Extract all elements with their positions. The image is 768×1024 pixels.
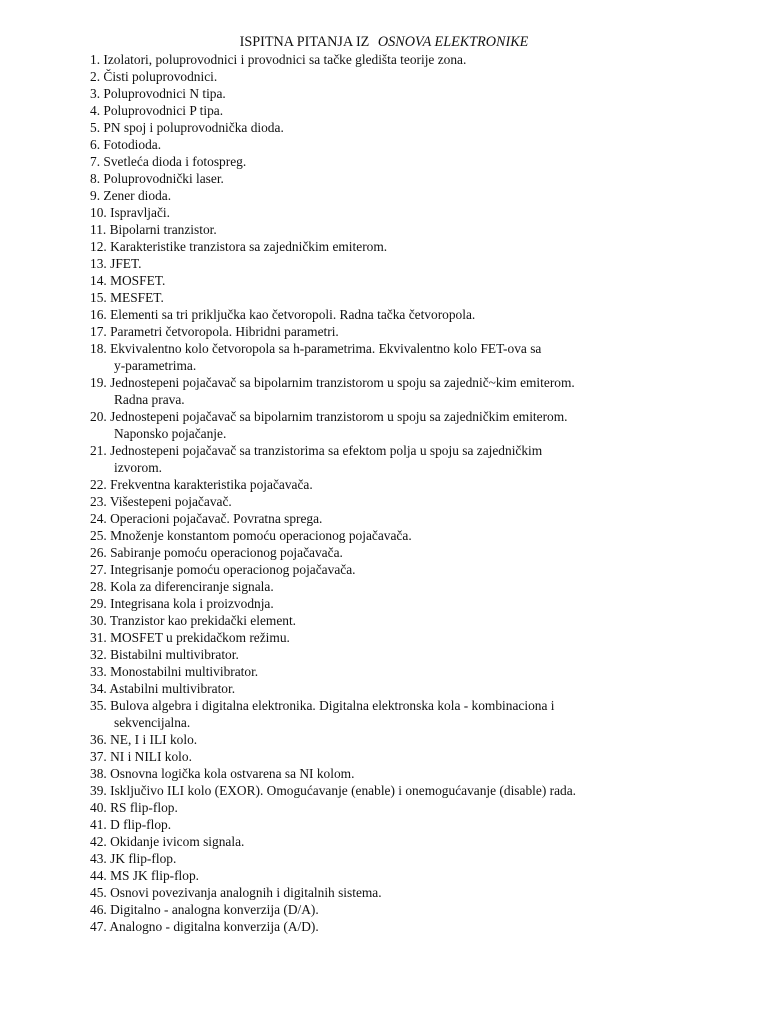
question-item xyxy=(90,187,730,204)
question-item xyxy=(90,170,730,187)
question-text: Parametri četvoropola. Hibridni parametri. xyxy=(110,324,339,339)
question-item xyxy=(90,646,730,663)
question-item xyxy=(90,238,730,255)
question-item xyxy=(90,204,730,221)
question-number: 38. xyxy=(90,766,107,781)
question-text-continuation: Naponsko pojačanje. xyxy=(114,426,227,441)
question-number: 7. xyxy=(90,154,101,169)
question-number: 16. xyxy=(90,307,107,322)
question-text: Bistabilni multivibrator. xyxy=(110,647,239,662)
question-text: Tranzistor kao prekidački element. xyxy=(109,613,297,628)
question-text: Poluprovodnici P tipa. xyxy=(103,103,224,118)
question-text: Karakteristike tranzistora sa zajedničkim emiterom. xyxy=(110,239,388,254)
question-item xyxy=(90,289,730,306)
question-number: 6. xyxy=(90,137,101,152)
question-item xyxy=(90,510,730,527)
question-item xyxy=(90,493,730,510)
question-item xyxy=(90,901,730,918)
title-lead: ISPITNA PITANJA IZ xyxy=(239,34,370,50)
question-number: 20. xyxy=(90,409,107,424)
question-number: 4. xyxy=(90,103,101,118)
question-number: 33. xyxy=(90,664,107,679)
question-item xyxy=(90,306,730,323)
question-item xyxy=(90,102,730,119)
question-text: Ekvivalentno kolo četvoropola sa h-parametrima. Ekvivalentno kolo FET-ova sa xyxy=(110,341,542,356)
question-number: 3. xyxy=(90,86,101,101)
question-text: Isključivo ILI kolo (EXOR). Omogućavanje (enable) i onemogućavanje (disable) rada. xyxy=(110,783,577,798)
question-number: 5. xyxy=(90,120,101,135)
question-text: Čisti poluprovodnici. xyxy=(103,69,218,84)
question-text: MESFET. xyxy=(110,290,164,305)
question-number: 28. xyxy=(90,579,107,594)
question-number: 13. xyxy=(90,256,107,271)
question-number: 2. xyxy=(90,69,101,84)
question-item xyxy=(90,323,730,340)
question-text: Integrisana kola i proizvodnja. xyxy=(110,596,274,611)
question-text: Zener dioda. xyxy=(103,188,172,203)
question-number: 24. xyxy=(90,511,107,526)
question-number: 31. xyxy=(90,630,107,645)
question-number: 12. xyxy=(90,239,107,254)
question-text: Ispravljači. xyxy=(110,205,170,220)
question-item xyxy=(90,578,730,595)
question-item xyxy=(90,136,730,153)
question-text: Sabiranje pomoću operacionog pojačavača. xyxy=(110,545,343,560)
question-item xyxy=(90,119,730,136)
question-text-continuation: Radna prava. xyxy=(114,392,185,407)
question-number: 22. xyxy=(90,477,107,492)
question-number: 37. xyxy=(90,749,107,764)
question-number: 46. xyxy=(90,902,107,917)
question-item xyxy=(90,731,730,748)
question-number: 34. xyxy=(90,681,107,696)
question-text: Jednostepeni pojačavač sa bipolarnim tranzistorom u spoju sa zajednič~kim emiterom. xyxy=(110,375,575,390)
question-text: Astabilni multivibrator. xyxy=(109,681,236,696)
question-number: 43. xyxy=(90,851,107,866)
question-number: 15. xyxy=(90,290,107,305)
question-number: 32. xyxy=(90,647,107,662)
question-text: Poluprovodnički laser. xyxy=(103,171,224,186)
question-item xyxy=(90,153,730,170)
question-item xyxy=(90,595,730,612)
question-item xyxy=(90,221,730,238)
question-item xyxy=(90,867,730,884)
question-number: 29. xyxy=(90,596,107,611)
question-item xyxy=(90,68,730,85)
question-item xyxy=(90,85,730,102)
title-subject: OSNOVA ELEKTRONIKE xyxy=(377,34,529,50)
question-item xyxy=(90,561,730,578)
question-item xyxy=(90,272,730,289)
question-text: Analogno - digitalna konverzija (A/D). xyxy=(109,919,319,934)
question-text: Poluprovodnici N tipa. xyxy=(103,86,226,101)
question-number: 36. xyxy=(90,732,107,747)
question-number: 30. xyxy=(90,613,107,628)
question-item xyxy=(90,782,730,799)
question-item xyxy=(90,697,730,731)
question-text: MOSFET u prekidačkom režimu. xyxy=(110,630,290,645)
question-number: 25. xyxy=(90,528,107,543)
question-text: MOSFET. xyxy=(110,273,166,288)
question-number: 21. xyxy=(90,443,107,458)
question-item xyxy=(90,612,730,629)
question-list xyxy=(90,51,730,935)
question-number: 18. xyxy=(90,341,107,356)
question-text: Operacioni pojačavač. Povratna sprega. xyxy=(110,511,323,526)
question-text: Bulova algebra i digitalna elektronika. Digitalna elektronska kola - kombinaciona i xyxy=(110,698,555,713)
question-number: 45. xyxy=(90,885,107,900)
question-item xyxy=(90,255,730,272)
question-item xyxy=(90,527,730,544)
question-number: 47. xyxy=(90,919,107,934)
question-item xyxy=(90,51,730,68)
question-number: 1. xyxy=(90,52,101,67)
question-item xyxy=(90,340,730,374)
question-text: Osnovna logička kola ostvarena sa NI kolom. xyxy=(110,766,355,781)
question-text: Fotodioda. xyxy=(103,137,162,152)
question-text: Svetleća dioda i fotospreg. xyxy=(103,154,247,169)
question-text: Bipolarni tranzistor. xyxy=(109,222,217,237)
question-number: 9. xyxy=(90,188,101,203)
question-item xyxy=(90,748,730,765)
page-title xyxy=(0,33,768,51)
question-text: Monostabilni multivibrator. xyxy=(110,664,259,679)
question-item xyxy=(90,816,730,833)
question-number: 8. xyxy=(90,171,101,186)
question-text: Izolatori, poluprovodnici i provodnici sa tačke gledišta teorije zona. xyxy=(103,52,467,67)
question-text: RS flip-flop. xyxy=(110,800,178,815)
question-text: Višestepeni pojačavač. xyxy=(109,494,232,509)
question-text: NE, I i ILI kolo. xyxy=(110,732,198,747)
question-text: PN spoj i poluprovodnička dioda. xyxy=(103,120,284,135)
question-item xyxy=(90,408,730,442)
question-text: Jednostepeni pojačavač sa bipolarnim tranzistorom u spoju sa zajedničkim emiterom. xyxy=(110,409,568,424)
question-item xyxy=(90,799,730,816)
question-item xyxy=(90,833,730,850)
question-item xyxy=(90,918,730,935)
question-item xyxy=(90,374,730,408)
question-text: Okidanje ivicom signala. xyxy=(110,834,245,849)
question-text: Elementi sa tri priključka kao četvoropoli. Radna tačka četvoropola. xyxy=(110,307,476,322)
question-number: 17. xyxy=(90,324,107,339)
question-number: 23. xyxy=(90,494,107,509)
question-number: 19. xyxy=(90,375,107,390)
question-item xyxy=(90,476,730,493)
question-text: Digitalno - analogna konverzija (D/A). xyxy=(110,902,319,917)
question-item xyxy=(90,544,730,561)
question-text-continuation: izvorom. xyxy=(114,460,162,475)
question-item xyxy=(90,680,730,697)
question-text-continuation: sekvencijalna. xyxy=(114,715,191,730)
question-number: 10. xyxy=(90,205,107,220)
question-item xyxy=(90,442,730,476)
question-number: 41. xyxy=(90,817,107,832)
question-number: 14. xyxy=(90,273,107,288)
question-text: D flip-flop. xyxy=(110,817,172,832)
question-text: NI i NILI kolo. xyxy=(110,749,192,764)
question-text: Frekventna karakteristika pojačavača. xyxy=(110,477,313,492)
question-number: 40. xyxy=(90,800,107,815)
question-number: 42. xyxy=(90,834,107,849)
question-item xyxy=(90,850,730,867)
question-text: MS JK flip-flop. xyxy=(110,868,200,883)
question-text: JFET. xyxy=(110,256,142,271)
question-number: 39. xyxy=(90,783,107,798)
question-item xyxy=(90,629,730,646)
question-text: Osnovi povezivanja analognih i digitalnih sistema. xyxy=(110,885,382,900)
question-item xyxy=(90,884,730,901)
question-text-continuation: y-parametrima. xyxy=(114,358,197,373)
question-text: Množenje konstantom pomoću operacionog pojačavača. xyxy=(110,528,412,543)
question-number: 27. xyxy=(90,562,107,577)
question-text: Kola za diferenciranje signala. xyxy=(110,579,274,594)
question-item xyxy=(90,663,730,680)
question-number: 26. xyxy=(90,545,107,560)
question-text: Integrisanje pomoću operacionog pojačavača. xyxy=(110,562,356,577)
question-number: 44. xyxy=(90,868,107,883)
question-text: Jednostepeni pojačavač sa tranzistorima sa efektom polja u spoju sa zajedničkim xyxy=(110,443,543,458)
question-item xyxy=(90,765,730,782)
question-text: JK flip-flop. xyxy=(110,851,177,866)
question-number: 11. xyxy=(90,222,107,237)
question-number: 35. xyxy=(90,698,107,713)
